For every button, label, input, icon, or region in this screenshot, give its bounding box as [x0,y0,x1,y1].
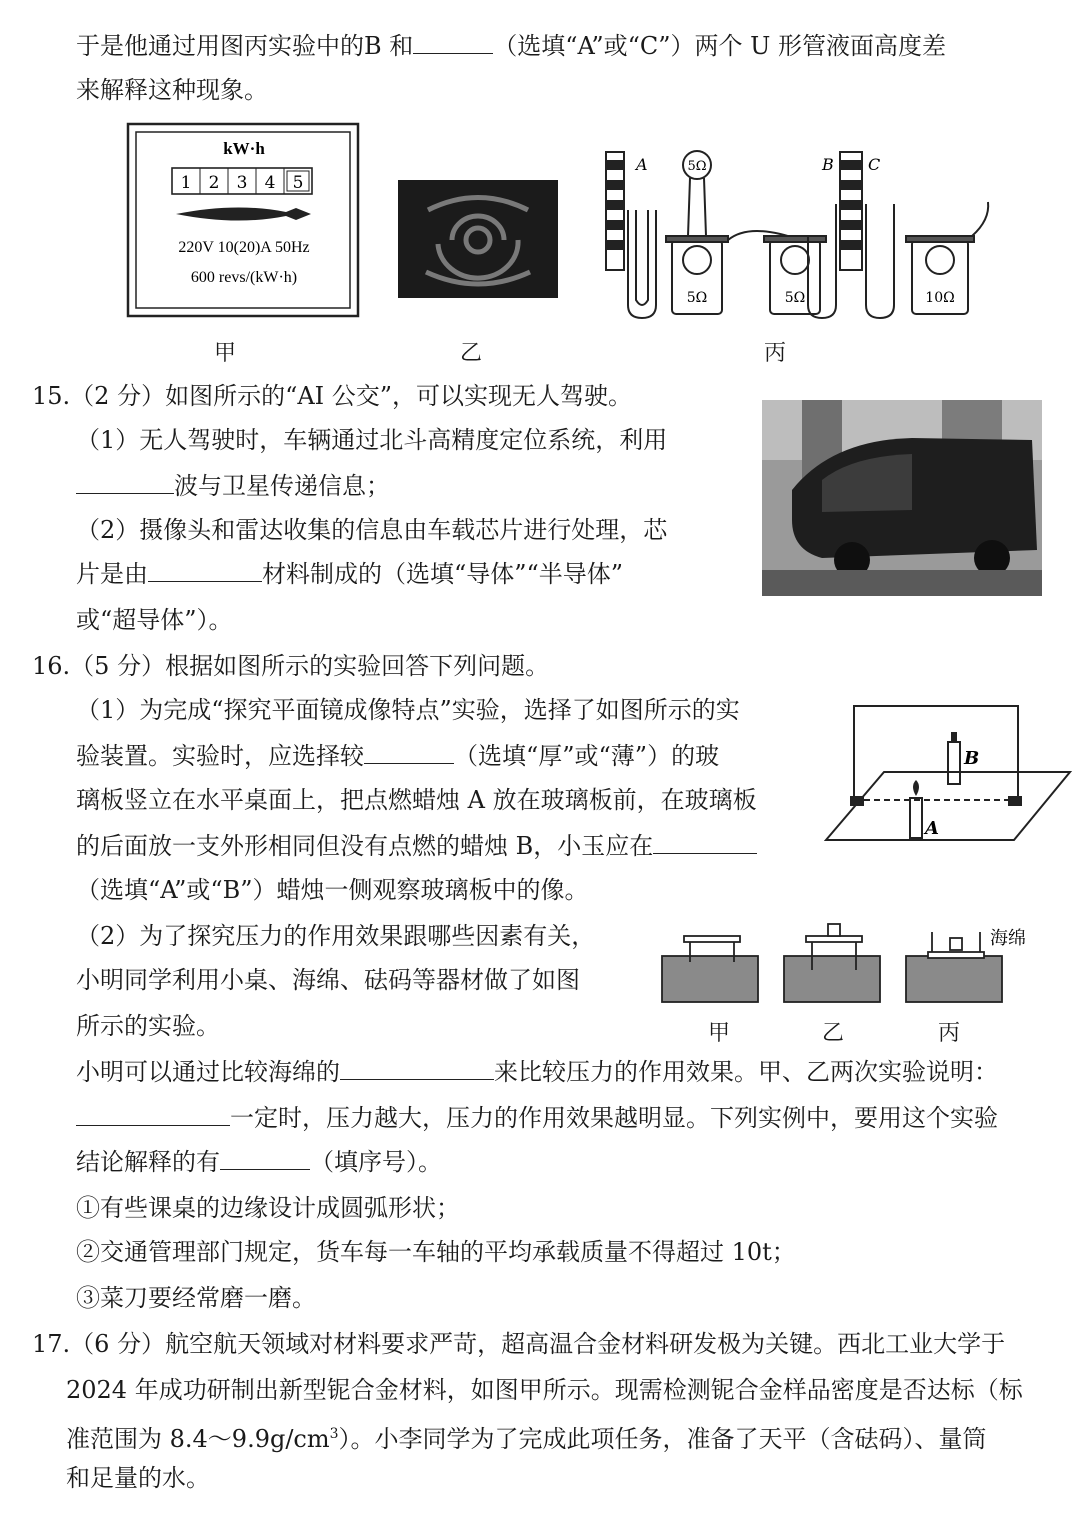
answer-blank[interactable] [413,31,493,54]
answer-blank[interactable] [148,559,262,582]
answer-blank[interactable] [76,1103,230,1126]
resistor-label: 5Ω [784,290,806,306]
caption: 乙 [822,1021,845,1046]
caption: 甲 [708,1021,731,1046]
text-line: 所示的实验。 [76,1012,220,1040]
digit: 2 [208,173,220,193]
text-line: 验装置。实验时，应选择较 （选填“厚”或“薄”）的玻 [76,742,720,770]
option-3: ③菜刀要经常磨一磨。 [76,1284,316,1312]
meter-spec: 600 revs/(kW·h) [190,269,298,286]
text-line: 波与卫星传递信息； [76,470,390,502]
caption: 甲 [214,341,237,366]
heating-coil-photo [398,180,558,298]
answer-blank[interactable] [653,831,757,854]
ai-bus-photo [762,400,1042,596]
rotating-disc-mark [176,207,311,220]
caption: 丙 [938,1021,961,1046]
answer-blank[interactable] [220,1147,310,1170]
meter-spec: 220V 10(20)A 50Hz [178,239,310,256]
text-line: 结论解释的有 （填序号）。 [76,1148,442,1176]
label-C: C [868,155,881,174]
text-line: 或“超导体”）。 [76,606,233,634]
plane-mirror-figure [824,700,1074,850]
question-16-head: 16.（5 分）根据如图所示的实验回答下列问题。 [32,652,550,680]
text-line: 璃板竖立在水平桌面上，把点燃蜡烛 A 放在玻璃板前，在玻璃板 [76,786,757,814]
candle-B-label: B [964,748,980,769]
answer-blank[interactable] [340,1057,494,1080]
meter-digits [172,168,312,194]
caption: 乙 [460,341,483,366]
u-tube-apparatus [600,140,1000,330]
text-line: 一定时，压力越大，压力的作用效果越明显。下列实例中，要用这个实验 [76,1102,998,1134]
caption: 丙 [764,341,787,366]
text-line: 和足量的水。 [66,1464,210,1492]
text-line: （2）摄像头和雷达收集的信息由车载芯片进行处理，芯 [76,516,668,544]
option-2: ②交通管理部门规定，货车每一车轴的平均承载质量不得超过 10t； [76,1238,796,1266]
question-15-head: 15.（2 分）如图所示的“AI 公交”，可以实现无人驾驶。 [32,382,633,410]
candle-A-label: A [925,818,939,839]
text-line: （选填“A”或“B”）蜡烛一侧观察玻璃板中的像。 [76,876,589,904]
sponge-experiment-figure [660,918,1040,1008]
sponge-label: 海绵 [990,928,1026,949]
question-17-head: 17.（6 分）航空航天领域对材料要求严苛，超高温合金材料研发极为关键。西北工业大学于 [32,1330,1006,1358]
digit: 1 [180,173,192,193]
text-line: 小明可以通过比较海绵的 来比较压力的作用效果。甲、乙两次实验说明： [76,1058,998,1086]
text-line: （1）为完成“探究平面镜成像特点”实验，选择了如图所示的实 [76,696,740,724]
resistor-label: 10Ω [925,290,955,306]
resistor-label: 5Ω [687,159,707,174]
text-line: 小明同学利用小桌、海绵、砝码等器材做了如图 [76,966,580,994]
option-1: ①有些课桌的边缘设计成圆弧形状； [76,1194,460,1222]
text-line: （1）无人驾驶时，车辆通过北斗高精度定位系统，利用 [76,426,668,454]
text-line: （2）为了探究压力的作用效果跟哪些因素有关， [76,922,596,950]
answer-blank[interactable] [364,741,454,764]
resistor-label: 5Ω [686,290,708,306]
label-B: B [822,155,834,174]
text-line: 的后面放一支外形相同但没有点燃的蜡烛 B，小玉应在 [76,830,757,862]
answer-blank[interactable] [76,471,174,494]
text-line: 2024 年成功研制出新型铌合金材料，如图甲所示。现需检测铌合金样品密度是否达标（标 [66,1376,1023,1404]
digit: 4 [264,173,276,193]
text-line: 片是由 材料制成的（选填“导体”“半导体” [76,560,624,588]
text-line: 于是他通过用图丙实验中的B 和 （选填“A”或“C”）两个 U 形管液面高度差 [76,32,946,60]
meter-unit: kW·h [223,139,265,158]
text-line: 来解释这种现象。 [76,76,268,104]
energy-meter-figure [126,122,360,318]
digit: 5 [292,173,304,193]
digit: 3 [236,173,248,193]
label-A: A [636,155,648,174]
text-line: 准范围为 $8.4\sim 9.9g/cm^3$）。小李同学为了完成此项任务，准备了天平（含砝码）、量筒 [66,1425,987,1453]
